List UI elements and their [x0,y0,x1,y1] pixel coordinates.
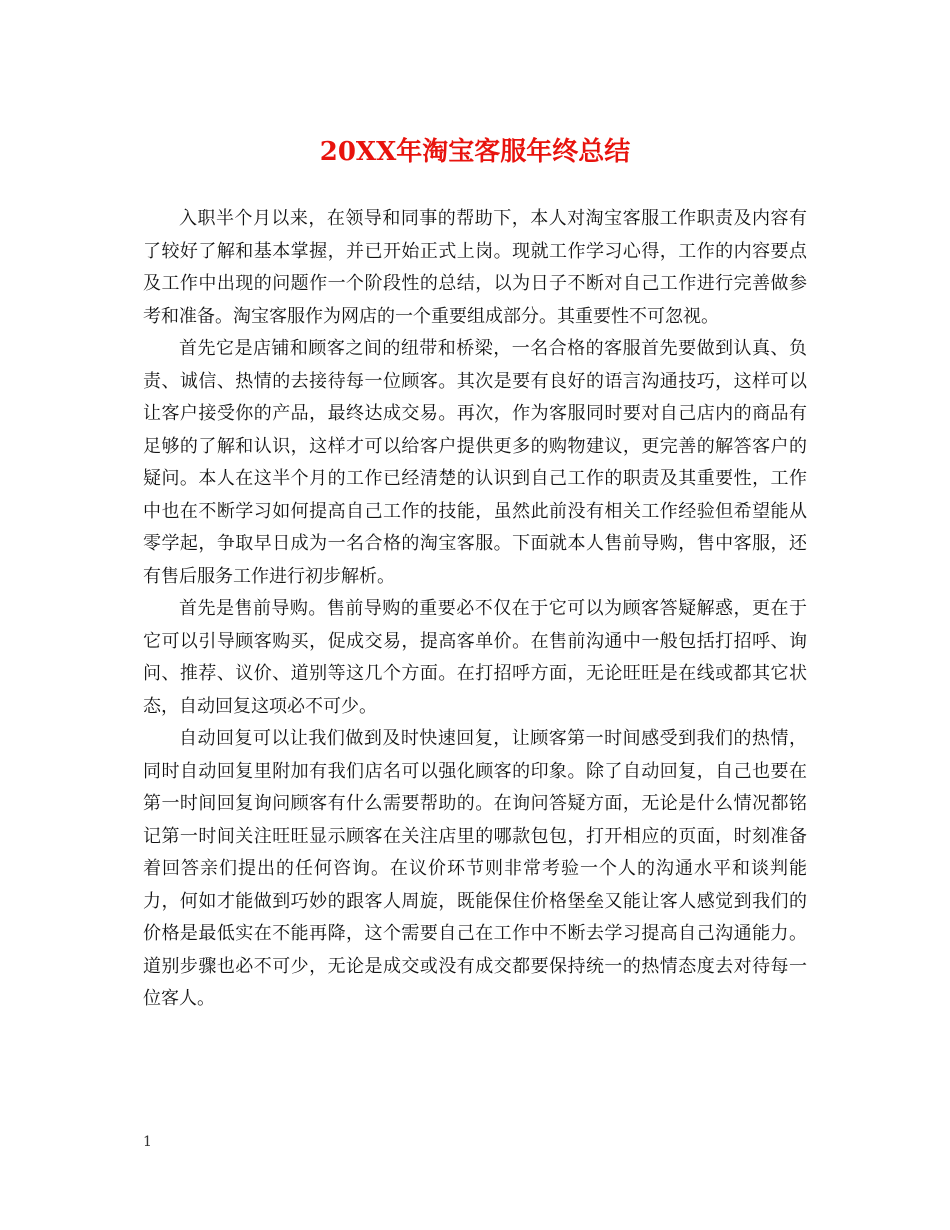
document-body [143,203,807,1016]
paragraph-1: 入职半个月以来，在领导和同事的帮助下，本人对淘宝客服工作职责及内容有了较好了解和基本掌握，并已开始正式上岗。现就工作学习心得，工作的内容要点及工作中出现的问题作一个阶段性的总结，以为日子不断对自己工作进行完善做参考和准备。淘宝客服作为网店的一个重要组成部分。其重要性不可忽视。 [143,208,807,327]
paragraph-4: 自动回复可以让我们做到及时快速回复，让顾客第一时间感受到我们的热情，同时自动回复里附加有我们店名可以强化顾客的印象。除了自动回复，自己也要在第一时间回复询问顾客有什么需要帮助的。在询问答疑方面，无论是什么情况都铭记第一时间关注旺旺显示顾客在关注店里的哪款包包，打开相应的页面，时刻准备着回答亲们提出的任何咨询。在议价环节则非常考验一个人的沟通水平和谈判能力，何如才能做到巧妙的跟客人周旋，既能保住价格堡垒又能让客人感觉到我们的价格是最低实在不能再降，这个需要自己在工作中不断去学习提高自己沟通能力。道别步骤也必不可少，无论是成交或没有成交都要保持统一的热情态度去对待每一位客人。 [143,728,807,1009]
document-title: 20XX年淘宝客服年终总结 [319,137,631,167]
page-number: 1 [143,1134,152,1150]
paragraph-3: 首先是售前导购。售前导购的重要必不仅在于它可以为顾客答疑解惑，更在于它可以引导顾客购买，促成交易，提高客单价。在售前沟通中一般包括打招呼、询问、推荐、议价、道别等这几个方面。在打招呼方面，无论旺旺是在线或都其它状态，自动回复这项必不可少。 [143,598,807,717]
paragraph-2: 首先它是店铺和顾客之间的纽带和桥梁，一名合格的客服首先要做到认真、负责、诚信、热情的去接待每一位顾客。其次是要有良好的语言沟通技巧，这样可以让客户接受你的产品，最终达成交易。再次，作为客服同时要对自己店内的商品有足够的了解和认识，这样才可以给客户提供更多的购物建议，更完善的解答客户的疑问。本人在这半个月的工作已经清楚的认识到自己工作的职责及其重要性，工作中也在不断学习如何提高自己工作的技能，虽然此前没有相关工作经验但希望能从零学起，争取早日成为一名合格的淘宝客服。下面就本人售前导购，售中客服，还有售后服务工作进行初步解析。 [143,338,807,587]
